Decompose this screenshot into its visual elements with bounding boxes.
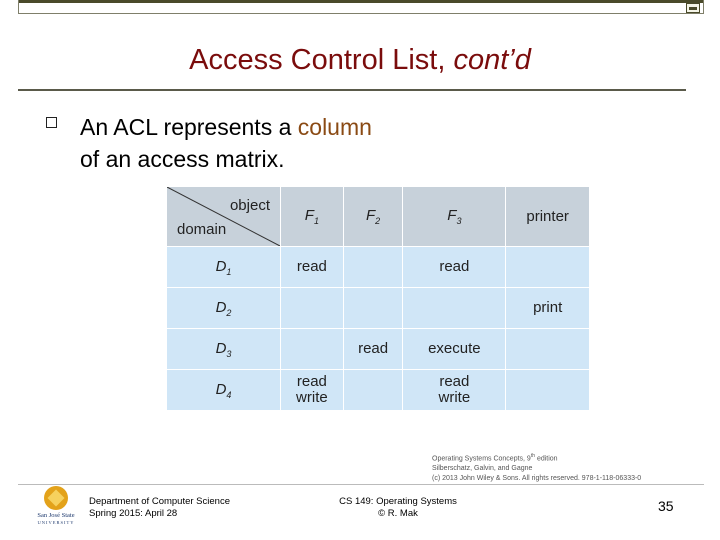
bullet-square-icon (46, 117, 57, 128)
citation-line-1: Operating Systems Concepts, 9th edition (432, 453, 558, 463)
top-bar-box-icon (686, 3, 700, 13)
title-text: Access Control List, (189, 44, 454, 76)
matrix-cell: print (506, 288, 590, 329)
footer-course (333, 496, 463, 520)
column-header: $F_1$ (281, 187, 344, 247)
row-header: $D_2$ (167, 288, 281, 329)
matrix-row (167, 329, 590, 370)
matrix-cell (506, 247, 590, 288)
matrix-corner-cell (167, 187, 281, 247)
matrix-cell (281, 329, 344, 370)
matrix-cell: read write (403, 370, 506, 411)
slide-title (0, 44, 720, 77)
matrix-cell (506, 329, 590, 370)
matrix-cell: read (343, 329, 403, 370)
page-number: 35 (658, 498, 674, 514)
matrix-cell: read (403, 247, 506, 288)
column-header: $F_2$ (343, 187, 403, 247)
logo-text: San José State UNIVERSITY (37, 512, 75, 525)
column-header: printer (506, 187, 590, 247)
citation-line-3: (c) 2013 John Wiley & Sons. All rights reserved. 978-1-118-06333-0 (432, 475, 642, 483)
footer-author-line: © R. Mak (378, 508, 418, 519)
row-header: $D_3$ (167, 329, 281, 370)
footer-divider (18, 484, 704, 485)
title-divider (18, 89, 686, 91)
corner-object-label: object (229, 197, 270, 214)
university-logo (34, 486, 78, 530)
matrix-cell (343, 288, 403, 329)
sjsu-seal-icon (44, 486, 68, 510)
matrix-cell: execute (403, 329, 506, 370)
footer-course-line: CS 149: Operating Systems (339, 496, 457, 507)
matrix-cell (343, 247, 403, 288)
matrix-row (167, 288, 590, 329)
matrix-cell (403, 288, 506, 329)
row-header: $D_1$ (167, 247, 281, 288)
top-bar-stripe (19, 0, 703, 3)
bullet-text-pre: An ACL represents a (80, 114, 298, 140)
bullet-highlight: column (297, 114, 372, 140)
bullet-text-post: of an access matrix. (80, 146, 285, 172)
footer-department (89, 496, 230, 520)
title-italic: cont’d (453, 44, 531, 76)
top-decorative-bar (18, 0, 704, 14)
access-matrix (166, 186, 590, 408)
matrix-cell (506, 370, 590, 411)
footer-date-line: Spring 2015: April 28 (89, 508, 178, 519)
citation (432, 451, 702, 484)
row-header: $D_4$ (167, 370, 281, 411)
access-matrix-table (166, 186, 590, 411)
matrix-row (167, 370, 590, 411)
matrix-row (167, 247, 590, 288)
footer-dept-line: Department of Computer Science (89, 496, 230, 507)
matrix-cell: read write (281, 370, 344, 411)
citation-line-2: Silberschatz, Galvin, and Gagne (432, 465, 533, 473)
matrix-cell: read (281, 247, 344, 288)
matrix-cell (281, 288, 344, 329)
matrix-cell (343, 370, 403, 411)
corner-domain-label: domain (177, 221, 227, 238)
column-header: $F_3$ (403, 187, 506, 247)
bullet-text (80, 111, 500, 175)
